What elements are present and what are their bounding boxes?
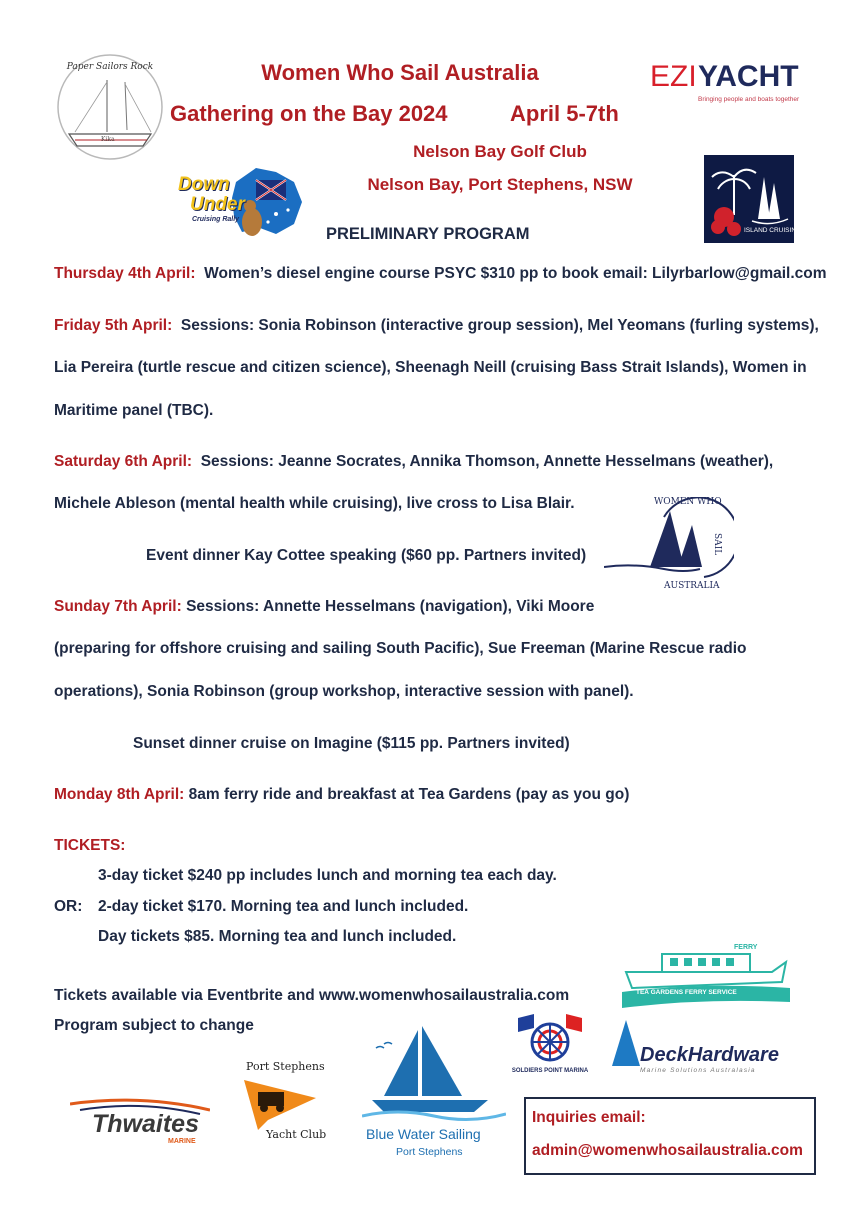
venue-location: Nelson Bay, Port Stephens, NSW [367,175,633,194]
soldiers-point-text: SOLDIERS POINT MARINA [511,1068,589,1074]
venue-name: Nelson Bay Golf Club [413,142,587,161]
thwaites-marine-logo [70,1096,210,1150]
tea-gardens-ferry-logo [622,942,790,1012]
eziyacht-logo [650,60,800,110]
port-stephens-yacht-club-logo [234,1060,334,1146]
friday-line-2: Lia Pereira (turtle rescue and citizen science), Sheenagh Neill (cruising Bass Strait Islands), Women in [54,359,807,376]
monday-line [54,786,629,804]
inquiries-label: Inquiries email: [532,1109,646,1126]
friday-line-1 [54,317,819,335]
event-dates: April 5-7th [510,101,619,126]
ferry-name-text: TEA GARDENS FERRY SERVICE [636,989,737,996]
thursday-text: Women’s diesel engine course PSYC $310 pp to book email: Lilyrbarlow@gmail.com [204,265,827,282]
blue-water-name: Blue Water Sailing [366,1126,481,1142]
eziyacht-tagline: Bringing people and boats together [698,96,800,103]
ticket-2day: 2-day ticket $170. Morning tea and lunch included. [98,898,469,915]
soldiers-point-marina-logo [508,1012,592,1078]
ticket-day: Day tickets $85. Morning tea and lunch included. [98,928,457,945]
saturday-line-2: Michele Ableson (mental health while cruising), live cross to Lisa Blair. [54,495,575,512]
tickets-heading: TICKETS: [54,837,126,854]
wwsa-bottom-text: AUSTRALIA [664,581,720,591]
blue-water-sailing-logo [362,1026,506,1164]
program-subject: Program subject to change [54,1017,254,1034]
saturday-dinner: Event dinner Kay Cottee speaking ($60 pp. Partners invited) [146,547,587,564]
deck-hardware-name: DeckHardware [640,1044,779,1066]
yacht-club-text: Yacht Club [266,1128,327,1141]
deck-hardware-tagline: Marine Solutions Australasia [640,1067,756,1074]
event-name: Gathering on the Bay 2024 [170,101,448,126]
saturday-text-1: Sessions: Jeanne Socrates, Annika Thomson, Annette Hesselmans (weather), [200,453,774,470]
port-stephens-text: Port Stephens [246,1060,325,1073]
event-title: Women Who Sail Australia [261,60,539,85]
wwsa-logo [604,497,734,597]
tickets-available: Tickets available via Eventbrite and www.womenwhosailaustralia.com [54,987,570,1004]
thursday-line [54,265,827,283]
eziyacht-yacht: YACHT [698,60,799,93]
paper-sailors-logo [55,52,165,162]
monday-text: 8am ferry ride and breakfast at Tea Gardens (pay as you go) [188,786,630,803]
inquiries-email[interactable]: admin@womenwhosailaustralia.com [532,1142,803,1159]
inquiries-box [524,1097,816,1175]
ferry-tag-text: FERRY [734,944,758,951]
thwaites-name: Thwaites [92,1110,199,1138]
friday-line-3: Maritime panel (TBC). [54,402,214,419]
down-under-text-3: Cruising Rally [192,216,240,223]
wwsa-top-text: WOMEN WHO [654,497,722,507]
ticket-3day: 3-day ticket $240 pp includes lunch and morning tea each day. [98,867,557,884]
friday-text-1: Sessions: Sonia Robinson (interactive group session), Mel Yeomans (furling systems), [180,317,819,334]
wwsa-side-text: SAIL [712,533,722,556]
thursday-label: Thursday 4th April: [54,265,196,282]
deck-hardware-logo [604,1018,784,1078]
program-heading: PRELIMINARY PROGRAM [326,225,530,243]
sunday-line-3: operations), Sonia Robinson (group workshop, interactive session with panel). [54,683,634,700]
eziyacht-ezi: EZI [650,60,697,93]
paper-sailors-text: Paper Sailors Rock [66,62,154,72]
down-under-rally-logo [176,162,308,244]
paper-sailors-boat-name: Kika [101,136,115,143]
island-cruising-text: ISLAND CRUISING [744,227,802,234]
sunday-label: Sunday 7th April: [54,598,182,615]
down-under-text-1: Down [178,174,230,195]
sunday-line-1 [54,598,594,616]
sunday-text-1: Sessions: Annette Hesselmans (navigation), Viki Moore [186,598,595,615]
blue-water-sub: Port Stephens [396,1146,463,1158]
saturday-line-1 [54,453,773,471]
saturday-label: Saturday 6th April: [54,453,193,470]
sunday-dinner: Sunset dinner cruise on Imagine ($115 pp. Partners invited) [133,735,570,752]
ticket-or: OR: [54,898,83,915]
friday-label: Friday 5th April: [54,317,173,334]
monday-label: Monday 8th April: [54,786,185,803]
thwaites-sub: MARINE [168,1138,196,1145]
down-under-text-2: Under [190,194,245,215]
island-cruising-logo [704,155,802,243]
sunday-line-2: (preparing for offshore cruising and sailing South Pacific), Sue Freeman (Marine Rescue radio [54,640,747,657]
